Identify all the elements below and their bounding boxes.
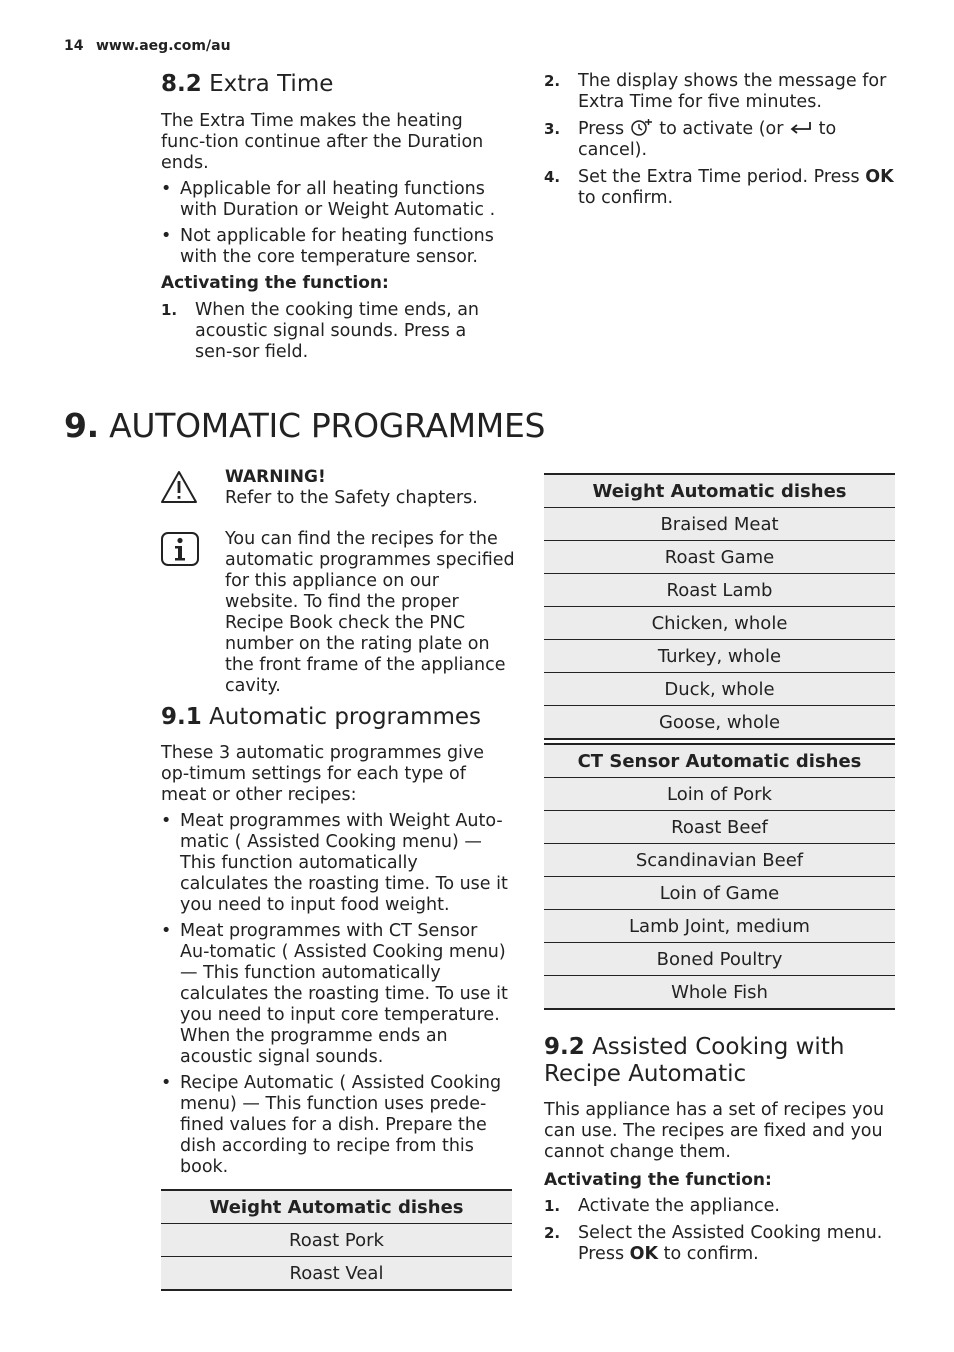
list-item: • Applicable for all heating functions with Duration or Weight Automatic . [161, 179, 506, 221]
section-recipe-automatic [544, 1034, 899, 1271]
section-heading-extra-time: 8.2 Extra Time [161, 71, 334, 97]
warning-triangle-icon [160, 470, 198, 504]
table-row: Loin of Pork [544, 778, 895, 811]
extra-time-intro: The Extra Time makes the heating func-tion continue after the Duration ends. [161, 111, 484, 173]
step-item: 1. When the cooking time ends, an acoustic signal sounds. Press a sen-sor field. [161, 300, 480, 362]
list-item: • Meat programmes with Weight Auto-matic ( Assisted Cooking menu) — This function automatically calculates the roasting time. To use it you need to input food weight. [161, 811, 511, 916]
table-row: Chicken, whole [544, 607, 895, 640]
info-text: You can find the recipes for the automatic programmes specified for this appliance on our website. To find the proper Recipe Book check the PNC number on the rating plate on the front frame of the appliance cavity. [225, 529, 515, 696]
table-row: Lamb Joint, medium [544, 910, 895, 943]
back-arrow-icon [789, 121, 813, 135]
table-row: Roast Veal [161, 1257, 512, 1291]
table-row: Whole Fish [544, 976, 895, 1010]
table-header: CT Sensor Automatic dishes [544, 744, 895, 778]
recipe-intro: This appliance has a set of recipes you can use. The recipes are fixed and you cannot change them. [544, 1100, 885, 1162]
table-header: Weight Automatic dishes [544, 474, 895, 508]
page-number: 14 [64, 38, 84, 54]
extra-time-icon [630, 119, 654, 136]
step-item: 2. The display shows the message for Extra Time for five minutes. [544, 71, 887, 112]
ct-sensor-automatic-table [544, 743, 895, 1010]
weight-automatic-table-left [161, 1189, 512, 1291]
extra-time-steps-continued [544, 71, 899, 215]
step-item: 1. Activate the appliance. [544, 1196, 780, 1216]
activating-heading: Activating the function: [544, 1170, 772, 1190]
activating-heading: Activating the function: [161, 273, 389, 293]
auto-intro: These 3 automatic programmes give op-timum settings for each type of meat or other recipes: [161, 743, 485, 805]
table-row: Roast Game [544, 541, 895, 574]
weight-automatic-table-right [544, 473, 895, 740]
step-item: 2. Select the Assisted Cooking menu. Press OK to confirm. [544, 1223, 883, 1264]
table-row: Roast Lamb [544, 574, 895, 607]
table-row: Duck, whole [544, 673, 895, 706]
section-extra-time [161, 71, 506, 369]
table-row: Braised Meat [544, 508, 895, 541]
table-row: Goose, whole [544, 706, 895, 740]
list-item: • Not applicable for heating functions with the core temperature sensor. [161, 226, 506, 268]
table-header: Weight Automatic dishes [161, 1190, 512, 1224]
warning-text: Refer to the Safety chapters. [225, 488, 478, 508]
table-row: Loin of Game [544, 877, 895, 910]
info-icon [161, 532, 199, 566]
table-row: Turkey, whole [544, 640, 895, 673]
table-row: Roast Pork [161, 1224, 512, 1257]
step-item: 4. Set the Extra Time period. Press OK to confirm. [544, 167, 894, 208]
table-row: Boned Poultry [544, 943, 895, 976]
table-row: Scandinavian Beef [544, 844, 895, 877]
header-url: www.aeg.com/au [96, 38, 231, 54]
section-automatic-programmes [161, 704, 511, 1183]
warning-title: WARNING! [225, 467, 326, 487]
section-heading-recipe-automatic: 9.2 Assisted Cooking with Recipe Automatic [544, 1034, 845, 1087]
warning-note [225, 467, 515, 509]
table-row: Roast Beef [544, 811, 895, 844]
section-heading-automatic-programmes: 9.1 Automatic programmes [161, 704, 482, 730]
list-item: • Meat programmes with CT Sensor Au-tomatic ( Assisted Cooking menu) — This function automatically calculates the roasting time. To use it you need to input core temperature. When the programme ends an acoustic signal sounds. [161, 921, 511, 1068]
chapter-title: 9. AUTOMATIC PROGRAMMES [64, 406, 546, 445]
step-item: 3. Press to activate (or to cancel). [544, 119, 837, 160]
list-item: • Recipe Automatic ( Assisted Cooking menu) — This function uses prede-fined values for a dish. Prepare the dish according to recipe from this book. [161, 1073, 511, 1178]
